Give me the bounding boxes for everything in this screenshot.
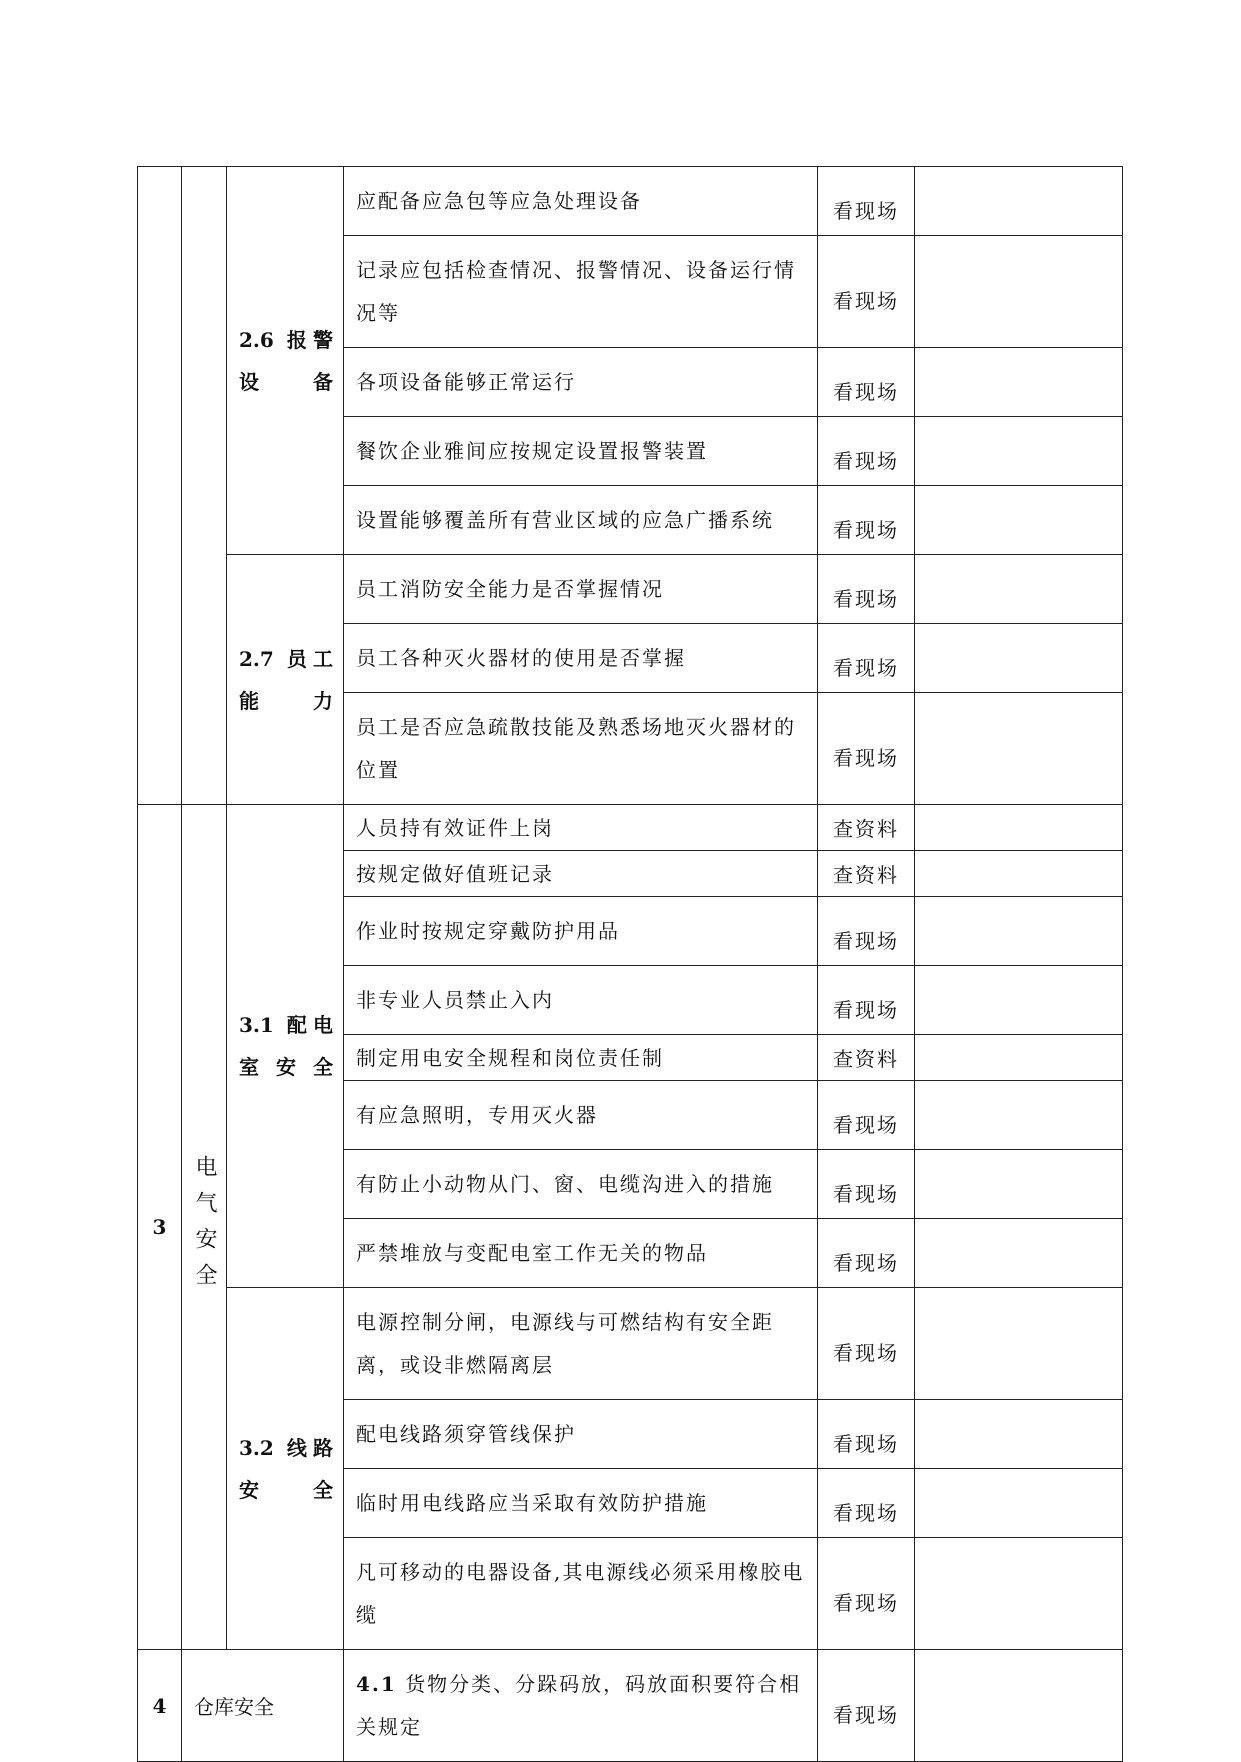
section-number-cell (138, 167, 182, 805)
check-item: 有应急照明，专用灭火器 (344, 1081, 818, 1150)
section-category-cell (182, 167, 227, 805)
check-method: 查资料 (818, 851, 915, 897)
check-item: 记录应包括检查情况、报警情况、设备运行情况等 (344, 236, 818, 348)
group-title: 3.2 线路安全 (227, 1288, 344, 1650)
group-title: 2.7 员工能力 (227, 555, 344, 805)
result-cell (915, 851, 1123, 897)
result-cell (915, 1035, 1123, 1081)
result-cell (915, 693, 1123, 805)
result-cell (915, 624, 1123, 693)
result-cell (915, 1400, 1123, 1469)
check-item: 电源控制分闸，电源线与可燃结构有安全距离，或设非燃隔离层 (344, 1288, 818, 1400)
check-method: 看现场 (818, 236, 915, 348)
check-item: 员工消防安全能力是否掌握情况 (344, 555, 818, 624)
check-method: 看现场 (818, 167, 915, 236)
check-method: 看现场 (818, 1469, 915, 1538)
check-method: 看现场 (818, 1219, 915, 1288)
result-cell (915, 167, 1123, 236)
result-cell (915, 1081, 1123, 1150)
check-method: 看现场 (818, 1650, 915, 1762)
result-cell (915, 805, 1123, 851)
check-item: 有防止小动物从门、窗、电缆沟进入的措施 (344, 1150, 818, 1219)
check-method: 看现场 (818, 693, 915, 805)
result-cell (915, 1288, 1123, 1400)
check-item (344, 1650, 818, 1762)
check-item: 设置能够覆盖所有营业区域的应急广播系统 (344, 486, 818, 555)
check-item: 配电线路须穿管线保护 (344, 1400, 818, 1469)
result-cell (915, 897, 1123, 966)
check-method: 看现场 (818, 486, 915, 555)
result-cell (915, 1650, 1123, 1762)
check-method: 查资料 (818, 805, 915, 851)
check-method: 看现场 (818, 348, 915, 417)
result-cell (915, 1469, 1123, 1538)
check-item: 临时用电线路应当采取有效防护措施 (344, 1469, 818, 1538)
result-cell (915, 1219, 1123, 1288)
group-title: 3.1 配电室安全 (227, 805, 344, 1288)
check-item: 凡可移动的电器设备,其电源线必须采用橡胶电缆 (344, 1538, 818, 1650)
check-item: 员工是否应急疏散技能及熟悉场地灭火器材的位置 (344, 693, 818, 805)
check-item: 应配备应急包等应急处理设备 (344, 167, 818, 236)
section-number: 3 (138, 805, 182, 1650)
group-title: 2.6 报警设备 (227, 167, 344, 555)
result-cell (915, 1150, 1123, 1219)
check-method: 看现场 (818, 1081, 915, 1150)
category-vertical-text: 电气安全 (192, 1155, 217, 1299)
result-cell (915, 486, 1123, 555)
result-cell (915, 555, 1123, 624)
check-method: 看现场 (818, 555, 915, 624)
check-method: 查资料 (818, 1035, 915, 1081)
check-method: 看现场 (818, 624, 915, 693)
result-cell (915, 1538, 1123, 1650)
section-category (182, 805, 227, 1650)
check-item: 严禁堆放与变配电室工作无关的物品 (344, 1219, 818, 1288)
check-item: 餐饮企业雅间应按规定设置报警装置 (344, 417, 818, 486)
item-text: 货物分类、分跺码放，码放面积要符合相关规定 (356, 1672, 802, 1739)
section-number: 4 (138, 1650, 182, 1762)
check-method: 看现场 (818, 417, 915, 486)
check-item: 制定用电安全规程和岗位责任制 (344, 1035, 818, 1081)
section-category: 仓库安全 (182, 1650, 344, 1762)
check-method: 看现场 (818, 1538, 915, 1650)
check-method: 看现场 (818, 966, 915, 1035)
check-item: 按规定做好值班记录 (344, 851, 818, 897)
check-method: 看现场 (818, 1288, 915, 1400)
check-item: 人员持有效证件上岗 (344, 805, 818, 851)
check-method: 看现场 (818, 897, 915, 966)
check-item: 作业时按规定穿戴防护用品 (344, 897, 818, 966)
result-cell (915, 236, 1123, 348)
check-method: 看现场 (818, 1400, 915, 1469)
result-cell (915, 417, 1123, 486)
check-method: 看现场 (818, 1150, 915, 1219)
item-code: 4.1 (356, 1672, 397, 1696)
check-item: 非专业人员禁止入内 (344, 966, 818, 1035)
check-item: 员工各种灭火器材的使用是否掌握 (344, 624, 818, 693)
result-cell (915, 348, 1123, 417)
check-item: 各项设备能够正常运行 (344, 348, 818, 417)
result-cell (915, 966, 1123, 1035)
inspection-table (137, 166, 1123, 1762)
